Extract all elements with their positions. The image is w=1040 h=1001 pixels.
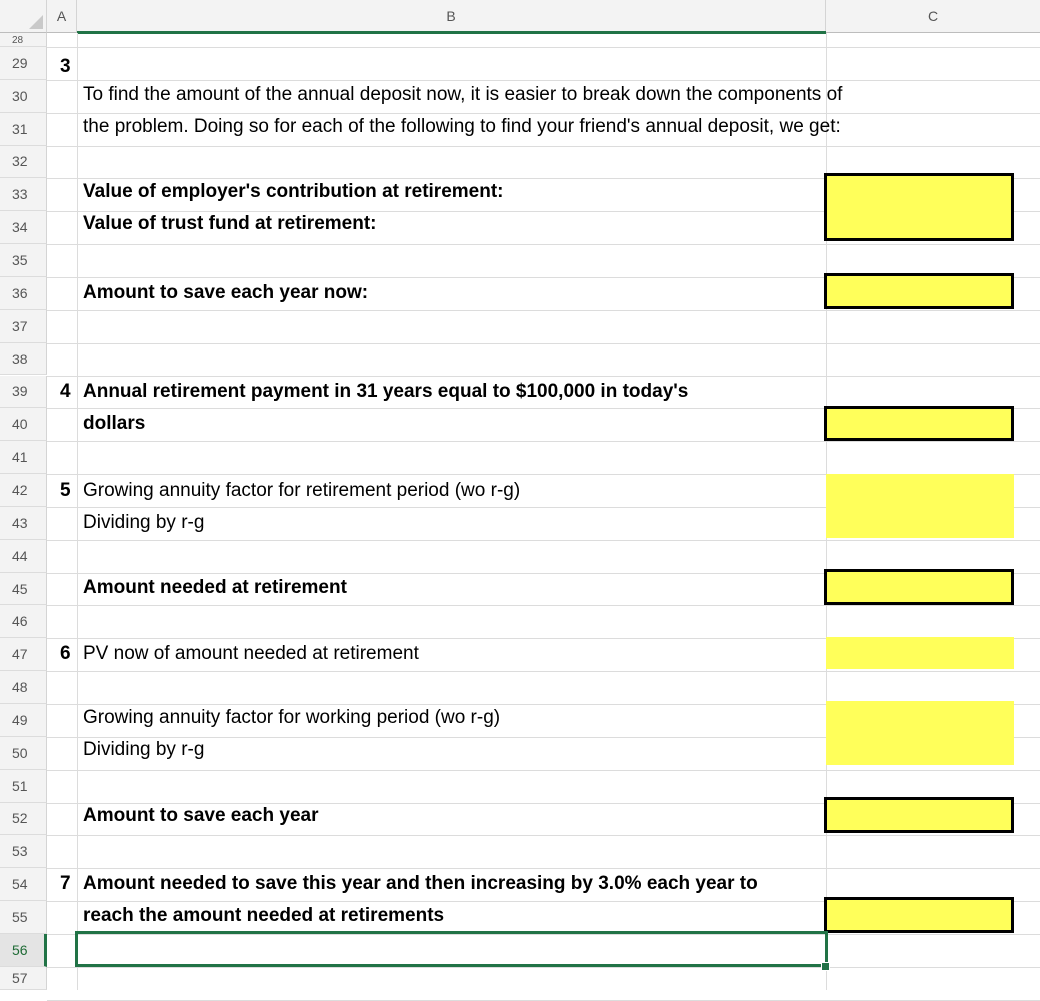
- label-annual-payment-line-1: Annual retirement payment in 31 years equal to $100,000 in today's: [83, 381, 689, 402]
- row-header-41[interactable]: 41: [0, 441, 47, 474]
- row-header-33[interactable]: 33: [0, 178, 47, 211]
- label-employer-contribution: Value of employer's contribution at retirement:: [83, 181, 504, 202]
- row-header-39[interactable]: 39: [0, 376, 47, 409]
- input-cell-retirement-values[interactable]: [824, 173, 1014, 241]
- active-cell-selection[interactable]: [75, 931, 828, 967]
- item-number-5: 5: [60, 480, 71, 501]
- label-amount-needed-retirement: Amount needed at retirement: [83, 577, 347, 598]
- row-header-31[interactable]: 31: [0, 113, 47, 146]
- row-header-44[interactable]: 44: [0, 540, 47, 573]
- row-gridline: [47, 310, 1040, 311]
- row-gridline: [47, 244, 1040, 245]
- row-gridline: [47, 441, 1040, 442]
- input-cell-save-each-year[interactable]: [824, 797, 1014, 833]
- input-cell-growing-factor-retirement[interactable]: [826, 474, 1014, 538]
- intro-text-line-1: To find the amount of the annual deposit now, it is easier to break down the components of: [83, 84, 843, 105]
- row-gridline: [47, 671, 1040, 672]
- row-header-38[interactable]: 38: [0, 343, 47, 376]
- input-cell-save-each-year-now[interactable]: [824, 273, 1014, 309]
- row-header-36[interactable]: 36: [0, 277, 47, 310]
- label-trust-fund: Value of trust fund at retirement:: [83, 213, 377, 234]
- column-header-b[interactable]: B: [77, 0, 826, 33]
- input-cell-annual-payment[interactable]: [824, 406, 1014, 441]
- label-increasing-line-2: reach the amount needed at retirements: [83, 905, 445, 926]
- column-b-active-indicator: [77, 31, 826, 34]
- row-header-40[interactable]: 40: [0, 408, 47, 441]
- select-all-triangle-icon: [29, 15, 43, 29]
- row-header-57[interactable]: 57: [0, 967, 47, 990]
- row-header-50[interactable]: 50: [0, 737, 47, 770]
- row-header-49[interactable]: 49: [0, 704, 47, 737]
- row-header-42[interactable]: 42: [0, 474, 47, 507]
- row-header-56[interactable]: 56: [0, 934, 47, 967]
- input-cell-growing-factor-working[interactable]: [826, 701, 1014, 765]
- label-dividing-by-rg-2: Dividing by r-g: [83, 739, 205, 760]
- row-header-37[interactable]: 37: [0, 310, 47, 343]
- label-save-each-year: Amount to save each year: [83, 805, 319, 826]
- row-gridline: [47, 47, 1040, 48]
- label-dividing-by-rg-1: Dividing by r-g: [83, 512, 205, 533]
- column-gridline: [77, 33, 78, 990]
- row-header-52[interactable]: 52: [0, 803, 47, 836]
- row-header-30[interactable]: 30: [0, 80, 47, 113]
- row-header-32[interactable]: 32: [0, 146, 47, 179]
- row-header-45[interactable]: 45: [0, 573, 47, 606]
- item-number-4: 4: [60, 381, 71, 402]
- row-gridline: [47, 770, 1040, 771]
- row-header-34[interactable]: 34: [0, 211, 47, 244]
- label-growing-factor-working: Growing annuity factor for working period (wo r-g): [83, 707, 501, 728]
- select-all-corner[interactable]: [0, 0, 47, 33]
- label-pv-now: PV now of amount needed at retirement: [83, 643, 419, 664]
- row-header-48[interactable]: 48: [0, 671, 47, 704]
- row-header-51[interactable]: 51: [0, 770, 47, 803]
- intro-text-line-2: the problem. Doing so for each of the following to find your friend's annual deposit, we get:: [83, 116, 841, 137]
- label-save-each-year-now: Amount to save each year now:: [83, 282, 369, 303]
- row-gridline: [47, 835, 1040, 836]
- item-number-6: 6: [60, 643, 71, 664]
- item-number-7: 7: [60, 873, 71, 894]
- row-header-53[interactable]: 53: [0, 835, 47, 868]
- row-header-43[interactable]: 43: [0, 507, 47, 540]
- column-header-c[interactable]: C: [826, 0, 1040, 33]
- input-cell-pv-now[interactable]: [826, 637, 1014, 669]
- row-header-46[interactable]: 46: [0, 605, 47, 638]
- row-gridline: [47, 1000, 1040, 1001]
- row-header-28[interactable]: 28: [0, 33, 47, 47]
- row-header-47[interactable]: 47: [0, 638, 47, 671]
- row-header-54[interactable]: 54: [0, 868, 47, 901]
- row-header-29[interactable]: 29: [0, 47, 47, 80]
- row-gridline: [47, 343, 1040, 344]
- label-growing-factor-retirement: Growing annuity factor for retirement period (wo r-g): [83, 480, 521, 501]
- row-gridline: [47, 146, 1040, 147]
- label-annual-payment-line-2: dollars: [83, 413, 146, 434]
- row-header-55[interactable]: 55: [0, 901, 47, 934]
- label-increasing-line-1: Amount needed to save this year and then increasing by 3.0% each year to: [83, 873, 758, 894]
- column-header-a[interactable]: A: [47, 0, 77, 33]
- fill-handle[interactable]: [821, 962, 830, 971]
- row-gridline: [47, 540, 1040, 541]
- input-cell-amount-needed-retirement[interactable]: [824, 569, 1014, 605]
- row-header-35[interactable]: 35: [0, 244, 47, 277]
- input-cell-increasing-amount[interactable]: [824, 897, 1014, 933]
- row-gridline: [47, 605, 1040, 606]
- item-number-3: 3: [60, 56, 71, 77]
